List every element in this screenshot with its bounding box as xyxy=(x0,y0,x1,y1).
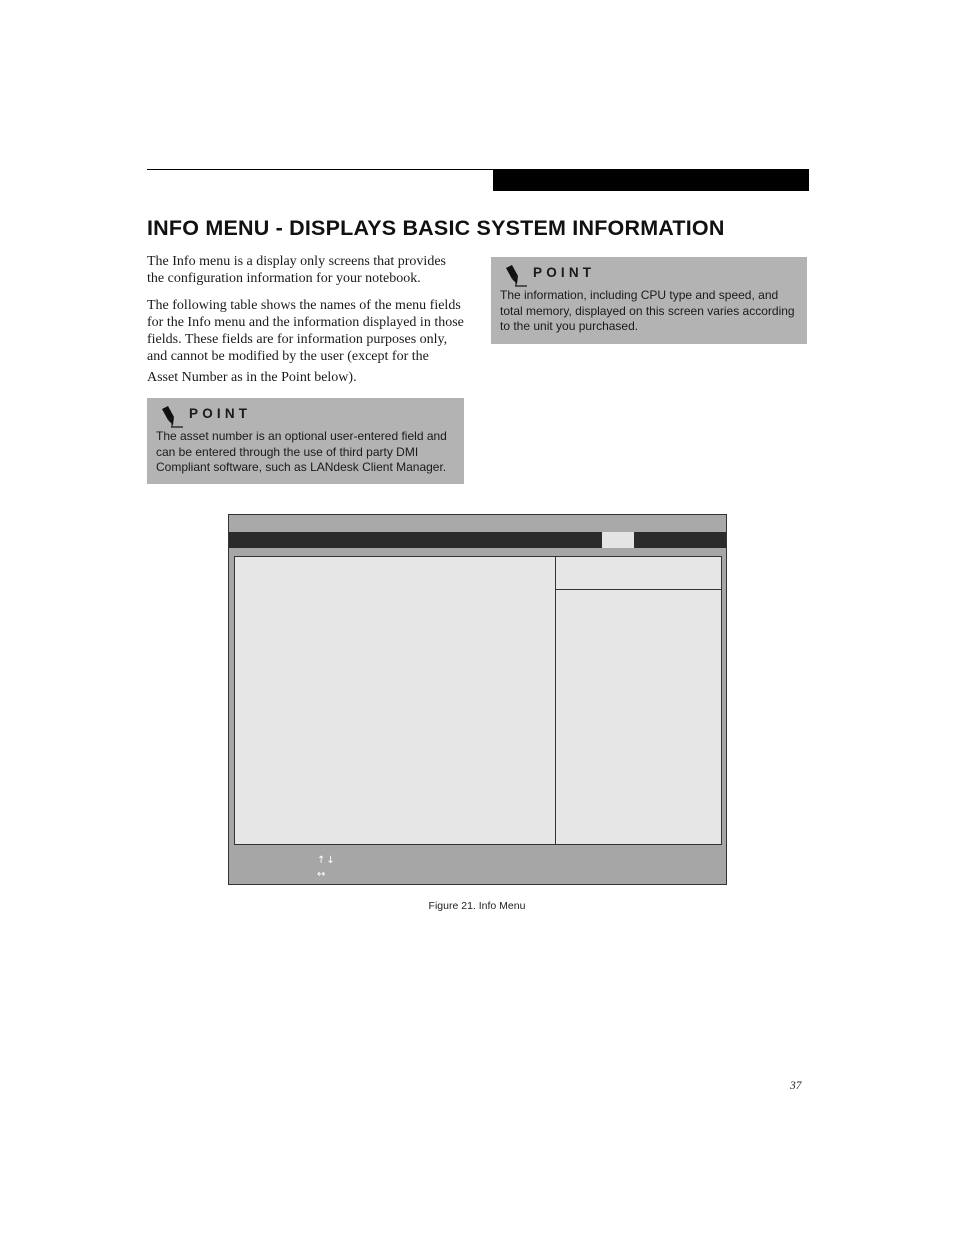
bios-menu-bar xyxy=(229,532,726,548)
up-down-arrows-icon: ↑↓ xyxy=(317,855,336,866)
bios-info-fields-panel xyxy=(235,557,556,844)
point-label: POINT xyxy=(189,406,252,421)
table-description-paragraph: The following table shows the names of the menu fields for the Info menu and the information displayed in those fields. These fields are for information purposes only, and cannot be modified by the user (except for the xyxy=(147,298,464,364)
bios-main-panel xyxy=(234,556,722,845)
point-text: The information, including CPU type and speed, and total memory, displayed on this screen varies according to the unit you purchased. xyxy=(500,288,795,333)
figure-caption: Figure 21. Info Menu xyxy=(428,900,526,912)
bios-item-specific-help-header xyxy=(556,557,721,590)
section-heading: INFO MENU - DISPLAYS BASIC SYSTEM INFORMATION xyxy=(147,216,725,240)
bios-item-specific-help-panel xyxy=(556,590,721,844)
left-right-arrows-icon: ↔ xyxy=(317,869,327,880)
point-box-cpu-info xyxy=(491,257,807,344)
pencil-icon xyxy=(503,263,527,287)
point-box-asset-number xyxy=(147,398,464,484)
table-description-paragraph-end: Asset Number as in the Point below). xyxy=(147,370,357,385)
bios-key-legend xyxy=(229,852,726,884)
point-label: POINT xyxy=(533,265,596,280)
page-number: 37 xyxy=(790,1080,802,1092)
bios-tab-info[interactable] xyxy=(602,532,634,548)
header-rule-line xyxy=(147,169,493,170)
intro-paragraph: The Info menu is a display only screens that provides the configuration information for your notebook. xyxy=(147,254,446,286)
bios-title-bar xyxy=(229,515,726,532)
pencil-icon xyxy=(159,404,183,428)
header-rule-bar xyxy=(493,169,809,191)
point-text: The asset number is an optional user-entered field and can be entered through the use of third party DMI Compliant software, such as LANdesk Client Manager. xyxy=(156,429,447,474)
bios-info-menu-screenshot xyxy=(228,514,727,885)
